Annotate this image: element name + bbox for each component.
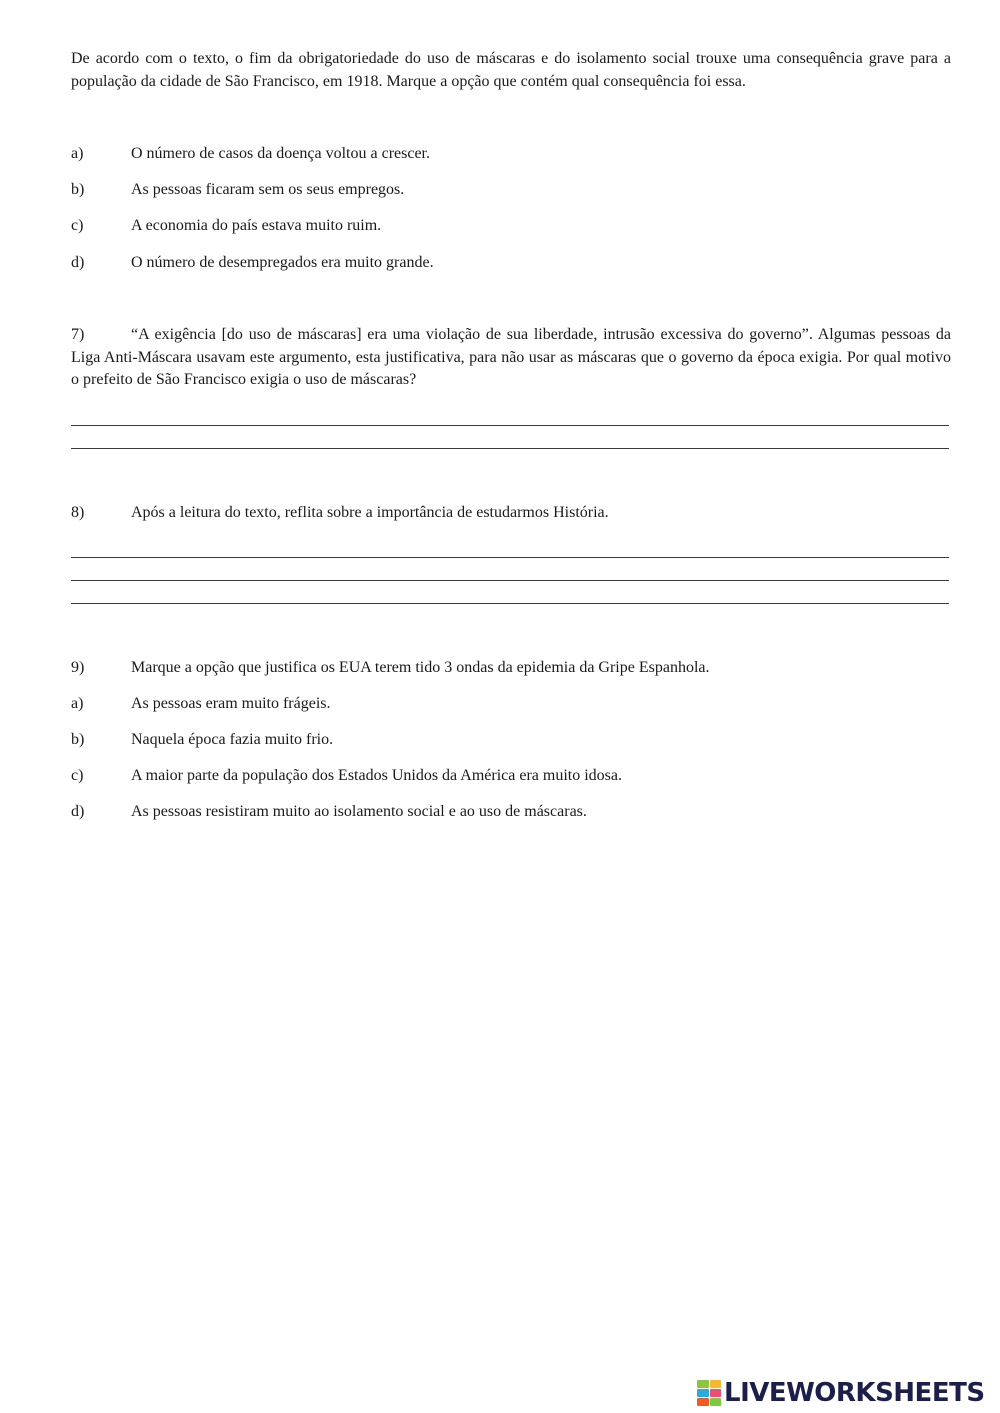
q9-option-a[interactable] <box>71 693 951 715</box>
q7-answer-line-2[interactable] <box>71 448 949 449</box>
question-number: 8) <box>71 504 85 521</box>
question-7 <box>71 324 951 392</box>
question-8 <box>71 502 951 524</box>
option-letter: c) <box>71 767 84 784</box>
question-number: 7) <box>71 326 85 343</box>
q9-option-b[interactable] <box>71 729 951 751</box>
liveworksheets-logo-icon <box>697 1380 721 1406</box>
logo-square <box>697 1398 709 1406</box>
q6-option-b[interactable] <box>71 179 951 201</box>
option-text: A maior parte da população dos Estados Unidos da América era muito idosa. <box>131 767 622 784</box>
option-letter: b) <box>71 731 85 748</box>
question-8-text: Após a leitura do texto, reflita sobre a importância de estudarmos História. <box>131 504 609 521</box>
q8-answer-line-1[interactable] <box>71 557 949 558</box>
q9-option-d[interactable] <box>71 801 951 823</box>
option-text: As pessoas resistiram muito ao isolamento social e ao uso de máscaras. <box>131 803 587 820</box>
q6-option-a[interactable] <box>71 143 951 165</box>
option-text: As pessoas eram muito frágeis. <box>131 695 331 712</box>
q8-answer-line-2[interactable] <box>71 580 949 581</box>
q7-answer-line-1[interactable] <box>71 425 949 426</box>
logo-square <box>710 1380 722 1388</box>
question-6-text: De acordo com o texto, o fim da obrigatoriedade do uso de máscaras e do isolamento social trouxe uma consequência grave para a população da cidade de São Francisco, em 1918. Marque a opção que contém qual consequência foi essa. <box>71 50 951 90</box>
q6-option-c[interactable] <box>71 215 951 237</box>
question-7-text: “A exigência [do uso de máscaras] era uma violação de sua liberdade, intrusão excessiva do governo”. Algumas pessoas da Liga Anti-Máscara usavam este argumento, esta justificativa, para não usar as máscaras que o governo da época exigia. Por qual motivo o prefeito de São Francisco exigia o uso de máscaras? <box>71 326 951 388</box>
brand-name: LIVEWORKSHEETS <box>724 1378 985 1408</box>
question-9 <box>71 657 951 679</box>
option-letter: c) <box>71 217 84 234</box>
liveworksheets-brand <box>697 1378 985 1408</box>
question-number: 9) <box>71 659 85 676</box>
option-letter: a) <box>71 695 84 712</box>
logo-square <box>697 1380 709 1388</box>
option-text: O número de desempregados era muito grande. <box>131 254 434 271</box>
option-text: A economia do país estava muito ruim. <box>131 217 382 234</box>
option-letter: d) <box>71 803 85 820</box>
option-text: O número de casos da doença voltou a crescer. <box>131 145 430 162</box>
q8-answer-line-3[interactable] <box>71 603 949 604</box>
option-text: As pessoas ficaram sem os seus empregos. <box>131 181 405 198</box>
option-letter: d) <box>71 254 85 271</box>
logo-square <box>710 1398 722 1406</box>
question-9-text: Marque a opção que justifica os EUA terem tido 3 ondas da epidemia da Gripe Espanhola. <box>131 659 710 676</box>
q9-option-c[interactable] <box>71 765 951 787</box>
option-text: Naquela época fazia muito frio. <box>131 731 334 748</box>
option-letter: a) <box>71 145 84 162</box>
logo-square <box>710 1389 722 1397</box>
logo-square <box>697 1389 709 1397</box>
q6-option-d[interactable] <box>71 252 951 274</box>
option-letter: b) <box>71 181 85 198</box>
